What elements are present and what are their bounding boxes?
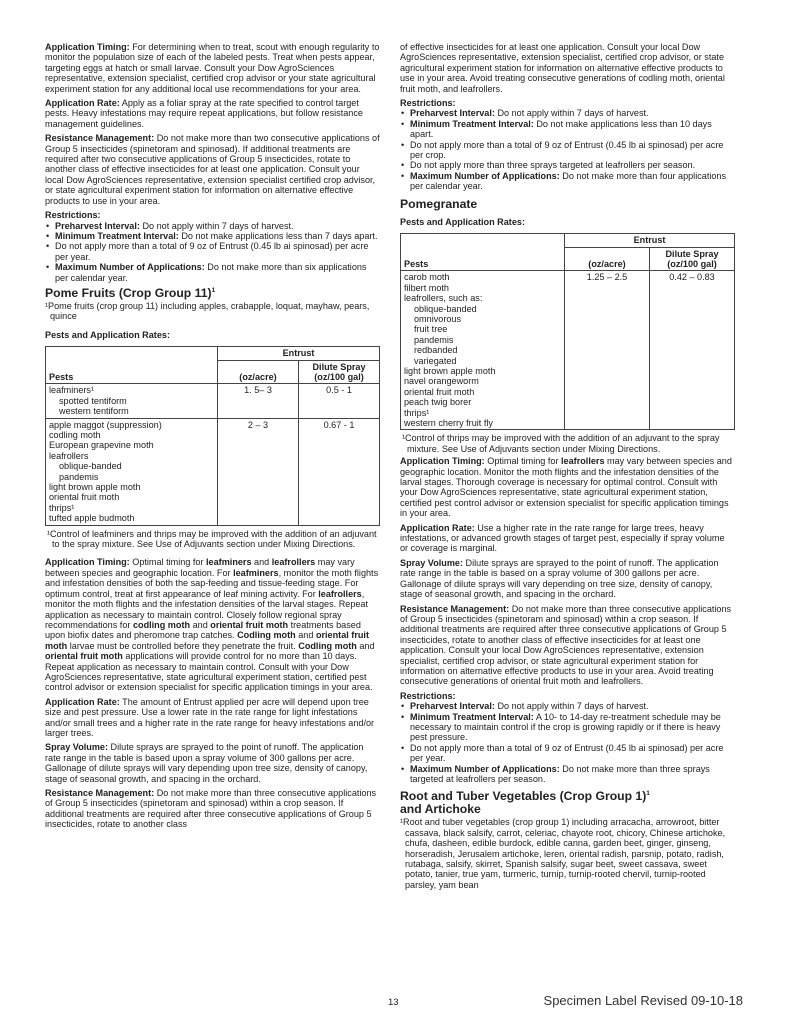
root-tuber-heading: Root and Tuber Vegetables (Crop Group 1)$^1$ and Artichoke [400,789,650,817]
restriction-item: • Preharvest Interval: Do not apply within 7 days of harvest. [45,221,380,231]
pome-application-rate-paragraph: Application Rate: The amount of Entrust applied per acre will depend upon tree size and pest pressure. Use a lower rate in the rate range for light infestations and/or small trees and a higher rate in the rate range for heavy infestations and/or larger trees. [45,696,375,738]
pest-name: light brown apple moth [404,365,496,376]
resistance-management-paragraph: Resistance Management: Do not make more than two consecutive applications of Group 5 insecticides (spinetoram and spinosad). If additional treatments are required after two consecutive applications of Group 5 insecticides, rotate to another class of effective insecticides for at least one application. Consult your local Dow AgroSciences representative, extension specialist certified crop advisor, or state agricultural experiment station for information on alternative effective products to use in your area. [45,133,380,206]
entrust-header: Entrust [218,347,380,360]
pest-name: oriental fruit moth [404,386,475,397]
pest-name: thrips¹ [49,502,75,513]
pest-name: leafminers¹ [49,385,94,396]
pest-name: western cherry fruit fly [404,418,493,428]
restrictions-title: Restrictions: [45,210,101,221]
restriction-item: • Maximum Number of Applications: Do not make more than six applications per calendar year. [45,262,380,283]
restrictions-list [400,701,735,784]
pests-rates-label: Pests and Application Rates: [400,216,525,227]
pest-name: light brown apple moth [49,482,141,493]
table-row [401,271,735,430]
pomegranate-heading: Pomegranate [400,196,478,211]
dilute-spray-header: Dilute Spray (oz/100 gal) [650,247,735,271]
pome-fruits-heading: Pome Fruits (Crop Group 11)$^1$ [45,285,216,300]
dilute-spray-header: Dilute Spray (oz/100 gal) [299,360,380,384]
pests-cell [401,271,565,430]
restriction-item: • Minimum Treatment Interval: A 10- to 14-day re-treatment schedule may be necessary to maintain control if the crop is growing rapidly or if there is heavy pest pressure. [400,712,735,743]
restriction-item: • Do not apply more than three sprays targeted at leafrollers per season. [400,160,735,170]
pomegranate-spray-volume-paragraph: Spray Volume: Dilute sprays are sprayed to the point of runoff. The application rate range in the table is based on a spray volume of 300 gallons per acre. Gallonage of dilute sprays will vary depending on tree size, density of canopy, stage of seasonal growth, and spacing in the orchard. [400,557,719,600]
rate-cell: 1.25 – 2.5 [565,271,650,430]
continued-paragraph: of effective insecticides for at least one application. Consult your local Dow AgroSciences representative, extension specialist, certified crop advisor, or state agricultural experiment station for information on alternative effective products to use in your area. Avoid treating consecutive generations of codling moth, oriental fruit moth, and leafrollers. [400,42,725,94]
pomegranate-rates-table [400,233,735,430]
restriction-item: • Maximum Number of Applications: Do not make more than four applications per calendar year. [400,171,735,192]
pest-name: thrips¹ [404,407,430,418]
restriction-item: • Do not apply more than a total of 9 oz of Entrust (0.45 lb ai spinosad) per acre per crop. [400,140,735,161]
oz-acre-header: (oz/acre) [218,360,299,384]
pest-name: oblique-banded [59,461,122,472]
pest-name: oblique-banded [414,303,477,314]
root-tuber-note: ¹Root and tuber vegetables (crop group 1) including arracacha, arrowroot, bitter cassava, black salsify, carrot, celeriac, chayote root, chicory, Chinese artichoke, chufa, dasheen, edible burdock, edible canna, garden beet, ginger, ginseng, horseradish, Jerusalem artichoke, leren, oriental radish, parsnip, potato, radish, rutabaga, salsify, skirret, Spanish salsify, sugar beet, sweet cassava, sweet potato, tanier, true yam, turmeric, turnip, turnip-rooted chervil, turnip-rooted parsley, yam bean [400,817,726,890]
pome-resistance-management-paragraph: Resistance Management: Do not make more than three consecutive applications of Group 5 insecticides (spinetoram and spinosad) within a crop season. If additional treatments are required after three consecutive applications of Group 5 insecticides, rotate to another class [45,788,377,830]
table-footnote: ¹Control of thrips may be improved with the addition of an adjuvant to the spray mixture. See Use of Adjuvants section under Mixing Directions. [402,433,720,454]
rate-cell: 2 – 3 [218,418,299,525]
restriction-item: • Preharvest Interval: Do not apply within 7 days of harvest. [400,108,735,118]
restrictions-title: Restrictions: [400,98,456,109]
page-number: 13 [388,997,399,1008]
right-column [400,42,735,890]
pome-fruits-note: ¹Pome fruits (crop group 11) including apples, crabapple, loquat, mayhaw, pears, quince [45,300,370,322]
pests-cell [46,418,218,525]
left-column [45,42,380,834]
pest-name: pandemis [414,334,454,345]
pest-name: redbanded [414,345,458,356]
pest-name: fruit tree [414,324,448,335]
restriction-item: • Do not apply more than a total of 9 oz of Entrust (0.45 lb ai spinosad) per acre per year. [45,241,380,262]
restrictions-list [400,108,735,191]
pest-name: oriental fruit moth [49,492,120,503]
restriction-item: • Minimum Treatment Interval: Do not make applications less than 10 days apart. [400,119,735,140]
restriction-item: • Do not apply more than a total of 9 oz of Entrust (0.45 lb ai spinosad) per acre per year. [400,743,735,764]
pomegranate-application-timing-paragraph: Application Timing: Optimal timing for leafrollers may vary between species and geographic location. Monitor the moth flights and the infestation densities of the larval stages. Thorough coverage is necessary for optimal control. Consult with your Dow AgroSciences representative, state agricultural experiment station, certified pest control advisor or extension specialist for specific application timings in your area. [400,456,732,519]
entrust-header: Entrust [565,234,735,247]
dilute-cell: 0.5 - 1 [299,384,380,418]
pest-name: filbert moth [404,282,449,293]
pest-name: codling moth [49,430,101,440]
pest-name: spotted tentiform [59,395,127,406]
restrictions-list [45,221,380,283]
table-row [46,418,380,525]
pest-name: western tentiform [59,406,129,417]
pest-name: carob moth [404,272,450,283]
pests-column-header: Pests [401,234,565,271]
pest-name: apple maggot (suppression) [49,419,162,430]
pests-column-header: Pests [46,347,218,384]
table-row [46,384,380,418]
restriction-item: • Maximum Number of Applications: Do not make more than three sprays targeted at leafrollers per season. [400,764,735,785]
restrictions-title: Restrictions: [400,690,456,701]
pomegranate-resistance-management-paragraph: Resistance Management: Do not make more than three consecutive applications of Group 5 insecticides (spinetoram and spinosad) within a crop season. If additional treatments are required after three consecutive applications of Group 5 insecticides, rotate to another class of effective insecticides for at least one application. Consult your local Dow AgroSciences representative, extension specialist, certified crop advisor, or state agricultural experiment station for information on alternative effective products to use in your area. Avoid treating consecutive generations of oriental fruit moth and leafrollers. [400,603,732,687]
pest-name: pandemis [59,471,99,482]
pome-rates-table [45,346,380,526]
application-timing-paragraph: Application Timing: For determining when to treat, scout with enough regularity to monitor the population size of each of the labeled pests. Treat when pests appear, targeting eggs at hatch or small larvae. Consult your Dow AgroSciences representative, extension specialist, certified crop advisor or your state agricultural experiment station for any additional local use recommendations for your area. [45,42,380,94]
oz-acre-header: (oz/acre) [565,247,650,271]
pomegranate-application-rate-paragraph: Application Rate: Use a higher rate in the rate range for large trees, heavy infestations, or advanced growth stages of target pest, especially if spray volume or coverage is marginal. [400,522,725,554]
pome-application-timing-paragraph: Application Timing: Optimal timing for leafminers and leafrollers may vary between species and geographic location. For leafminers, monitor the moth flights and infestation densities of both the sap-feeding and tissue-feeding stage. For optimum control, treat at first appearance of leaf mining activity. For leafrollers, monitor the moth flights and the infestation densities of the larval stages. Repeat application as necessary to maintain control. Closely follow regional spray recommendations for codling moth and oriental fruit moth treatments based upon biofix dates and pheromone trap catches. Codling moth and oriental fruit moth larvae must be controlled before they penetrate the fruit. Codling moth and oriental fruit moth applications will provide control for no more than 10 days. Repeat application as necessary to maintain control. Consult with your Dow AgroSciences representative, state agricultural experiment station, certified pest control advisor or extension specialist for specific application timings in your area. [45,557,379,693]
pests-cell [46,384,218,418]
table-footnote: ¹Control of leafminers and thrips may be improved with the addition of an adjuvant to the spray mixture. See Use of Adjuvants section under Mixing Directions. [47,528,377,550]
pest-name: peach twig borer [404,397,472,408]
dilute-cell: 0.67 - 1 [299,418,380,525]
pome-spray-volume-paragraph: Spray Volume: Dilute sprays are sprayed to the point of runoff. The application rate range in the table is based upon a spray volume of 300 gallons per acre. Gallonage of dilute sprays will vary depending upon tree size, density of canopy, stage of seasonal growth, and spacing in the orchard. [45,742,368,784]
pest-name: leafrollers, such as: [404,293,483,304]
pest-name: European grapevine moth [49,440,154,451]
pest-name: variegated [414,355,457,366]
dilute-cell: 0.42 – 0.83 [650,271,735,430]
restriction-item: • Minimum Treatment Interval: Do not make applications less than 7 days apart. [45,231,380,241]
pest-name: tufted apple budmoth [49,513,135,524]
restriction-item: • Preharvest Interval: Do not apply within 7 days of harvest. [400,701,735,711]
pests-rates-label: Pests and Application Rates: [45,329,170,340]
application-rate-paragraph: Application Rate: Apply as a foliar spray at the rate specified to control target pests. Heavy infestations may require repeat applications, but follow resistance management guidelines. [45,98,363,129]
rate-cell: 1. 5– 3 [218,384,299,418]
pest-name: leafrollers [49,450,89,461]
pest-name: omnivorous [414,313,462,324]
pest-name: navel orangeworm [404,376,479,387]
specimen-label-revision: Specimen Label Revised 09-10-18 [543,993,743,1008]
